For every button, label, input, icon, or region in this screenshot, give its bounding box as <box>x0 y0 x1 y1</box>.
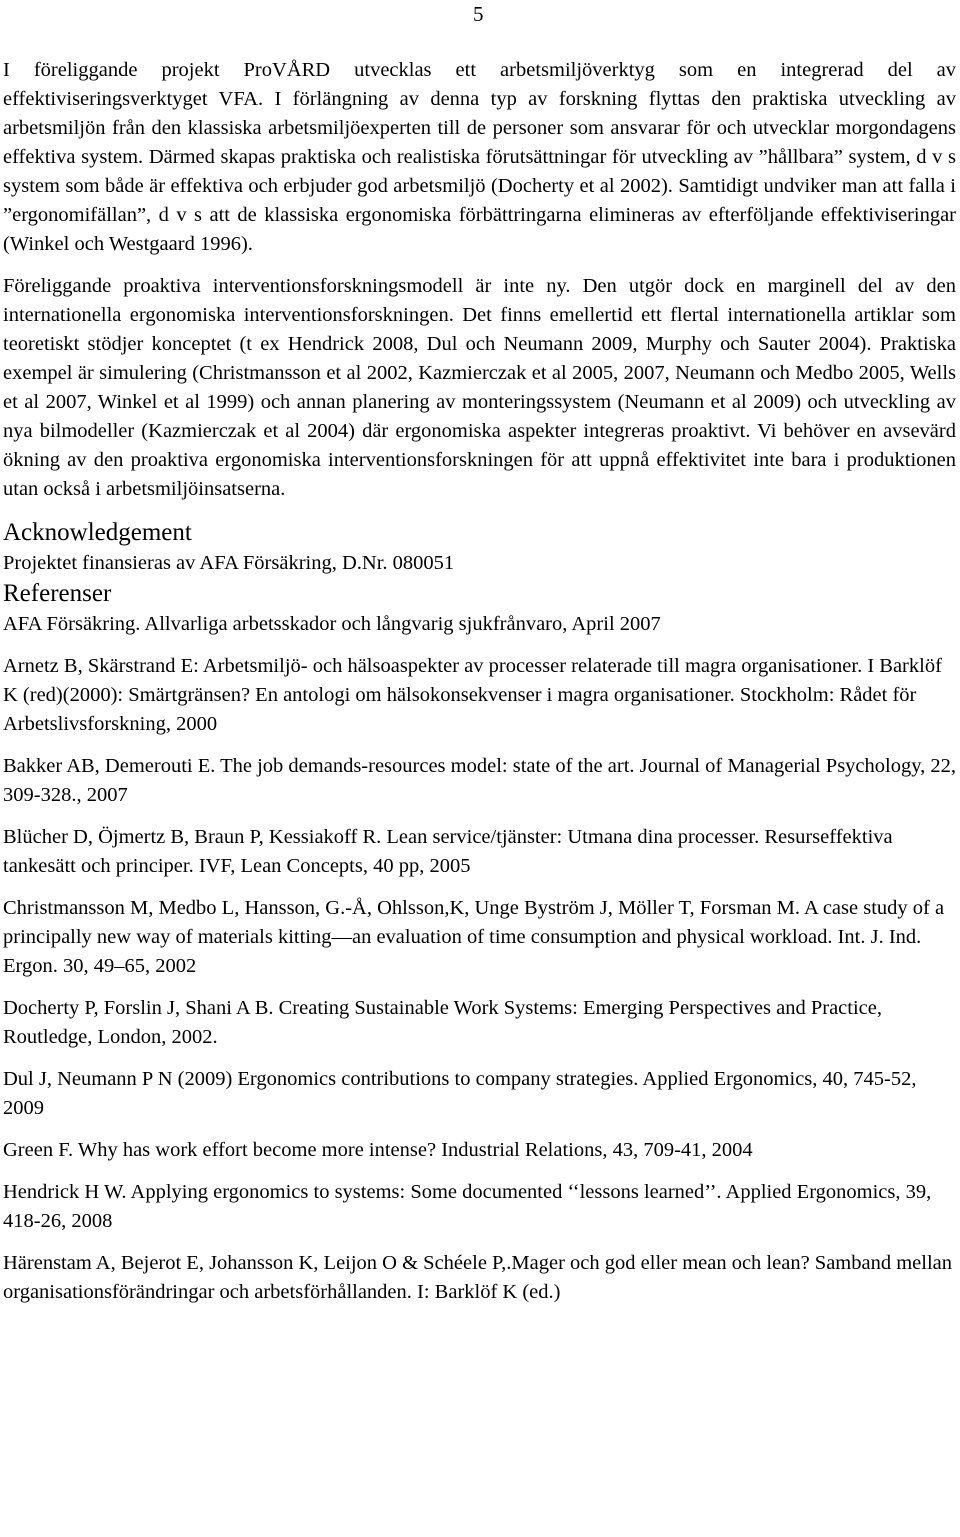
body-text <box>3 56 956 1320</box>
reference-list <box>3 610 956 1307</box>
reference-item: Arnetz B, Skärstrand E: Arbetsmiljö- och hälsoaspekter av processer relaterade till magra organisationer. I Barklöf K (red)(2000): Smärtgränsen? En antologi om hälsokonsekvenser i magra organisationer. Stockholm: Rådet för Arbetslivsforskning, 2000 <box>3 655 942 735</box>
reference-item: Green F. Why has work effort become more intense? Industrial Relations, 43, 709-41, 2004 <box>3 1139 753 1161</box>
reference-item: Bakker AB, Demerouti E. The job demands-resources model: state of the art. Journal of Managerial Psychology, 22, 309-328., 2007 <box>3 755 957 806</box>
acknowledgement-text: Projektet finansieras av AFA Försäkring, D.Nr. 080051 <box>3 552 455 574</box>
reference-item: AFA Försäkring. Allvarliga arbetsskador och långvarig sjukfrånvaro, April 2007 <box>3 613 661 635</box>
paragraph-intro: I föreliggande projekt ProVÅRD utvecklas ett arbetsmiljöverktyg som en integrerad del av effektiviseringsverktyget VFA. I förlängning av denna typ av forskning flyttas den praktiska utveckling av arbetsmiljön från den klassiska arbetsmiljöexperten till de personer som ansvarar för och utvecklar morgondagens effektiva system. Därmed skapas praktiska och realistiska förutsättningar för utveckling av ”hållbara” system, d v s system som både är effektiva och erbjuder god arbetsmiljö (Docherty et al 2002). Samtidigt undviker man att falla i ”ergonomifällan”, d v s att de klassiska ergonomiska förbättringarna elimineras av efterföljande effektiviseringar (Winkel och Westgaard 1996). <box>3 59 956 255</box>
reference-item: Blücher D, Öjmertz B, Braun P, Kessiakoff R. Lean service/tjänster: Utmana dina processer. Resurseffektiva tankesätt och principer. IVF, Lean Concepts, 40 pp, 2005 <box>3 826 893 877</box>
reference-item: Hendrick H W. Applying ergonomics to systems: Some documented ‘‘lessons learned’’. Applied Ergonomics, 39, 418-26, 2008 <box>3 1181 932 1232</box>
acknowledgement-section <box>3 517 956 578</box>
page-number: 5 <box>473 2 484 26</box>
reference-item: Christmansson M, Medbo L, Hansson, G.-Å, Ohlsson,K, Unge Byström J, Möller T, Forsman M. A case study of a principally new way of materials kitting—an evaluation of time consumption and physical workload. Int. J. Ind. Ergon. 30, 49–65, 2002 <box>3 897 945 977</box>
reference-item: Dul J, Neumann P N (2009) Ergonomics contributions to company strategies. Applied Ergonomics, 40, 745-52, 2009 <box>3 1068 917 1119</box>
paragraph-proactive-model: Föreliggande proaktiva interventionsforskningsmodell är inte ny. Den utgör dock en marginell del av den internationella ergonomiska interventionsforskningen. Det finns emellertid ett flertal internationella artiklar som teoretiskt stödjer konceptet (t ex Hendrick 2008, Dul och Neumann 2009, Murphy och Sauter 2004). Praktiska exempel är simulering (Christmansson et al 2002, Kazmierczak et al 2005, 2007, Neumann och Medbo 2005, Wells et al 2007, Winkel et al 1999) och annan planering av monteringssystem (Neumann et al 2009) och utveckling av nya bilmodeller (Kazmierczak et al 2004) där ergonomiska aspekter integreras proaktivt. Vi behöver en avsevärd ökning av den proaktiva ergonomiska interventionsforskningen för att uppnå effektivitet inte bara i produktionen utan också i arbetsmiljöinsatserna. <box>3 275 956 500</box>
references-section <box>3 578 956 1307</box>
reference-item: Docherty P, Forslin J, Shani A B. Creating Sustainable Work Systems: Emerging Perspectives and Practice, Routledge, London, 2002. <box>3 997 882 1048</box>
acknowledgement-heading: Acknowledgement <box>3 519 192 546</box>
references-heading: Referenser <box>3 580 112 607</box>
reference-item: Härenstam A, Bejerot E, Johansson K, Leijon O & Schéele P,.Mager och god eller mean och lean? Samband mellan organisationsförändringar och arbetsförhållanden. I: Barklöf K (ed.) <box>3 1252 953 1303</box>
